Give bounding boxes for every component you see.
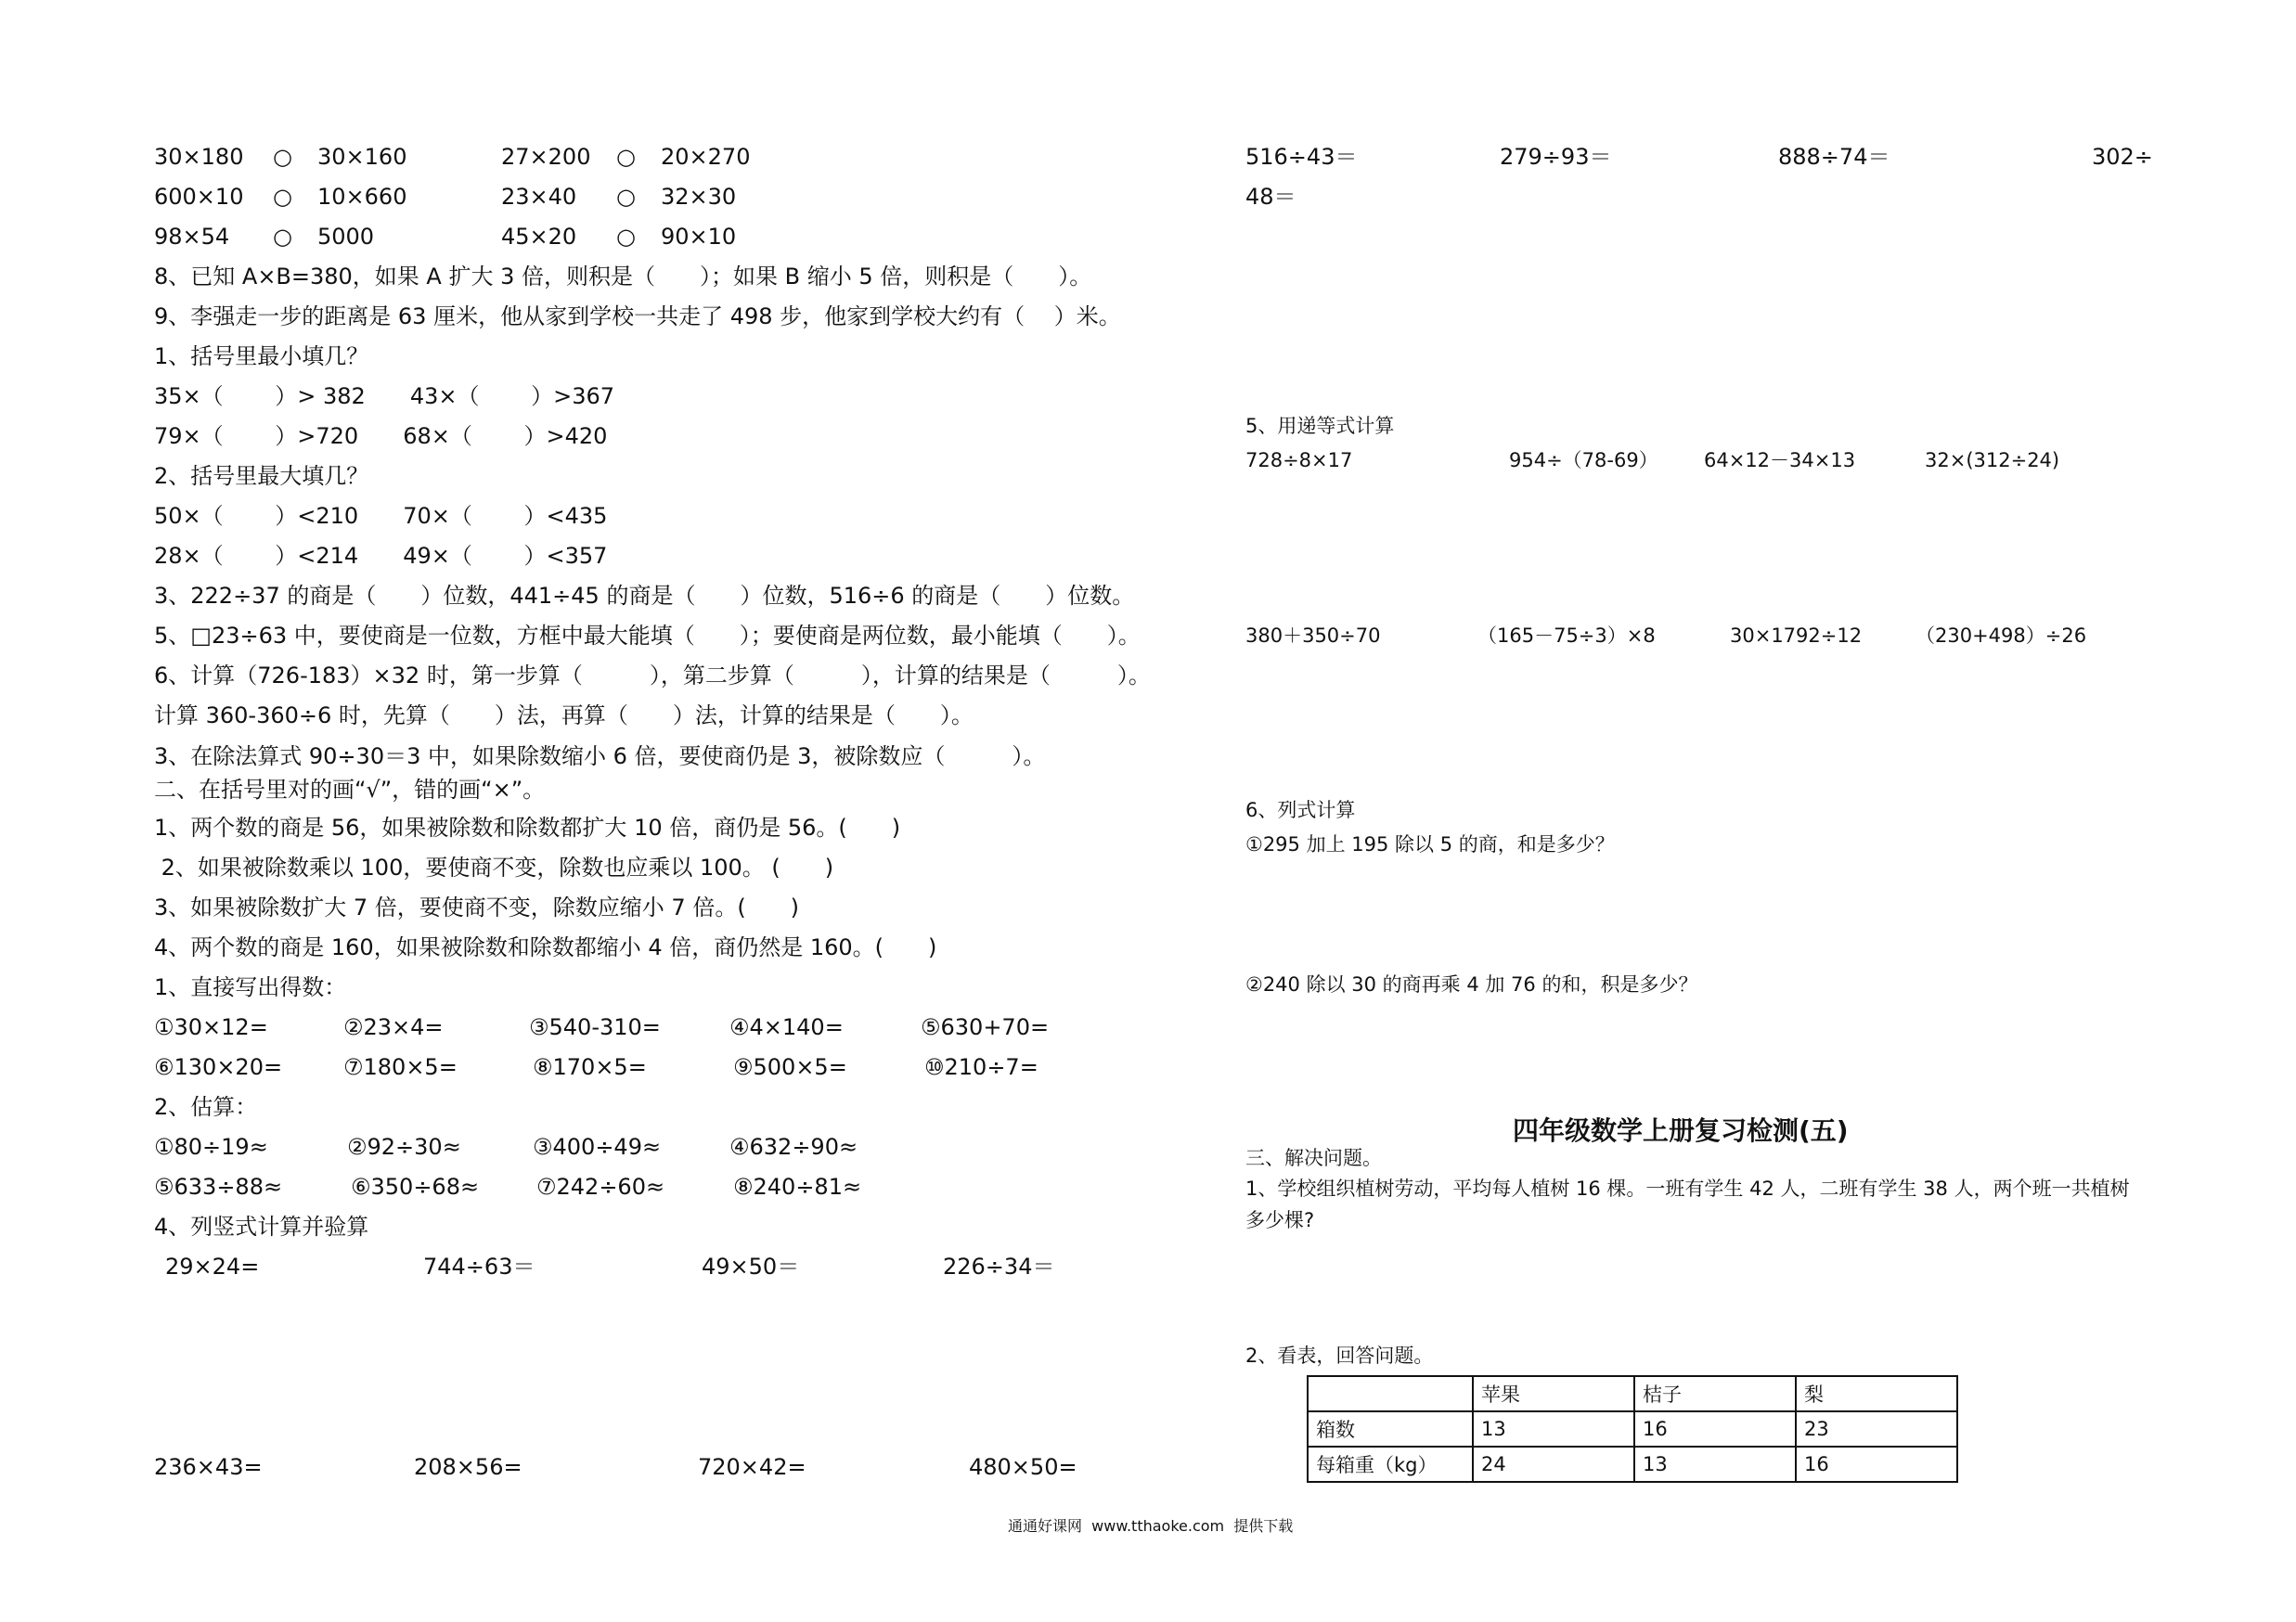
compare-row-1-b: 30×160 xyxy=(317,144,407,170)
step-item: 30×1792÷12 xyxy=(1730,624,1863,647)
table-cell: 16 xyxy=(1796,1447,1957,1482)
direct-item: ⑥130×20= xyxy=(154,1054,283,1080)
table-cell: 13 xyxy=(1634,1447,1796,1482)
table-cell: 箱数 xyxy=(1308,1411,1473,1447)
question-line: 9、李强走一步的距离是 63 厘米，他从家到学校一共走了 498 步，他家到学校大约有（ ）米。 xyxy=(154,303,1121,329)
table-header-cell xyxy=(1308,1376,1473,1411)
division-item: 302÷ xyxy=(2092,144,2153,170)
estimate-item: ⑧240÷81≈ xyxy=(733,1174,862,1200)
formula-question: ②240 除以 30 的商再乘 4 加 76 的和，积是多少？ xyxy=(1245,973,1698,996)
table-heading: 2、看表，回答问题。 xyxy=(1245,1345,1434,1367)
table-cell: 16 xyxy=(1634,1411,1796,1447)
question-line: 1、两个数的商是 56，如果被除数和除数都扩大 10 倍，商仍是 56。( ) xyxy=(154,815,901,841)
compare-row-1-c: 27×200 xyxy=(501,144,591,170)
compare-circle: ○ xyxy=(273,224,292,250)
direct-item: ②23×4= xyxy=(343,1014,444,1040)
question-line: 79×（ ）>720 68×（ ）>420 xyxy=(154,423,608,449)
solve-question-line: 多少棵? xyxy=(1245,1209,1315,1231)
table-cell: 13 xyxy=(1473,1411,1634,1447)
table-row xyxy=(1308,1447,1957,1482)
compare-row-3-c: 45×20 xyxy=(501,224,577,250)
compare-circle: ○ xyxy=(273,184,292,210)
table-header-cell: 苹果 xyxy=(1473,1376,1634,1411)
question-line: 计算 360-360÷6 时，先算（ ）法，再算（ ）法，计算的结果是（ ）。 xyxy=(154,702,974,728)
vertical-heading: 4、列竖式计算并验算 xyxy=(154,1214,369,1240)
compare-row-1-a: 30×180 xyxy=(154,144,244,170)
compare-circle: ○ xyxy=(616,224,636,250)
compare-row-2-d: 32×30 xyxy=(661,184,737,210)
table-cell: 24 xyxy=(1473,1447,1634,1482)
estimate-item: ⑥350÷68≈ xyxy=(351,1174,480,1200)
question-line: 5、□23÷63 中，要使商是一位数，方框中最大能填（ ）；要使商是两位数，最小能填（ ）。 xyxy=(154,623,1141,649)
question-line: 3、如果被除数扩大 7 倍，要使商不变，除数应缩小 7 倍。( ) xyxy=(154,895,800,920)
division-item: 279÷93＝ xyxy=(1500,144,1612,170)
direct-item: ⑤630+70= xyxy=(921,1014,1050,1040)
question-line: 35×（ ）> 382 43×（ ）>367 xyxy=(154,383,615,409)
direct-item: ⑨500×5= xyxy=(733,1054,847,1080)
question-line: 6、计算（726-183）×32 时，第一步算（ ），第二步算（ ），计算的结果是（ ）。 xyxy=(154,663,1151,689)
table-row xyxy=(1308,1411,1957,1447)
compare-row-3-a: 98×54 xyxy=(154,224,230,250)
estimate-item: ③400÷49≈ xyxy=(533,1134,662,1160)
estimate-item: ⑦242÷60≈ xyxy=(536,1174,665,1200)
compare-row-2-b: 10×660 xyxy=(317,184,407,210)
estimate-item: ⑤633÷88≈ xyxy=(154,1174,283,1200)
question-line: 28×（ ）<214 49×（ ）<357 xyxy=(154,543,608,569)
division-item-wrap: 48＝ xyxy=(1245,184,1296,210)
question-line: 2、括号里最大填几？ xyxy=(154,463,369,489)
compare-row-2-a: 600×10 xyxy=(154,184,244,210)
table-header-cell: 梨 xyxy=(1796,1376,1957,1411)
solve-heading: 三、解决问题。 xyxy=(1245,1147,1382,1169)
table-header-row xyxy=(1308,1376,1957,1411)
question-line: 8、已知 A×B=380，如果 A 扩大 3 倍，则积是（ ）；如果 B 缩小 5 倍，则积是（ ）。 xyxy=(154,264,1092,290)
question-line: 1、括号里最小填几？ xyxy=(154,343,369,369)
table-header-cell: 桔子 xyxy=(1634,1376,1796,1411)
direct-item: ④4×140= xyxy=(729,1014,844,1040)
step-item: 954÷（78-69） xyxy=(1509,449,1658,471)
formula-question: ①295 加上 195 除以 5 的商，和是多少？ xyxy=(1245,833,1615,856)
step-item: 64×12－34×13 xyxy=(1704,449,1856,471)
vertical-item: 49×50＝ xyxy=(702,1254,800,1280)
footer-source: 通通好课网 www.tthaoke.com 提供下载 xyxy=(1008,1517,1294,1535)
vertical-item: 236×43= xyxy=(154,1454,263,1480)
compare-row-3-b: 5000 xyxy=(317,224,375,250)
question-line: 2、如果被除数乘以 100，要使商不变，除数也应乘以 100。 ( ) xyxy=(154,855,834,881)
direct-item: ⑩210÷7= xyxy=(924,1054,1038,1080)
question-line: 3、222÷37 的商是（ ）位数，441÷45 的商是（ ）位数，516÷6 的商是（ ）位数。 xyxy=(154,583,1135,609)
direct-item: ⑧170×5= xyxy=(533,1054,647,1080)
step-item: 380＋350÷70 xyxy=(1245,624,1381,647)
estimate-item: ②92÷30≈ xyxy=(347,1134,461,1160)
question-line: 3、在除法算式 90÷30＝3 中，如果除数缩小 6 倍，要使商仍是 3，被除数应（ ）。 xyxy=(154,743,1046,769)
compare-row-2-c: 23×40 xyxy=(501,184,577,210)
compare-row-3-d: 90×10 xyxy=(661,224,737,250)
compare-row-1-d: 20×270 xyxy=(661,144,751,170)
division-item: 516÷43＝ xyxy=(1245,144,1358,170)
compare-circle: ○ xyxy=(616,144,636,170)
vertical-item: 744÷63＝ xyxy=(423,1254,535,1280)
vertical-item: 29×24= xyxy=(165,1254,260,1280)
step-item: （165－75÷3）×8 xyxy=(1477,624,1656,647)
page-title: 四年级数学上册复习检测(五) xyxy=(1513,1115,1849,1146)
table-cell: 每箱重（kg） xyxy=(1308,1447,1473,1482)
direct-item: ③540-310= xyxy=(529,1014,661,1040)
step-item: 728÷8×17 xyxy=(1245,449,1353,471)
vertical-item: 480×50= xyxy=(969,1454,1077,1480)
estimate-item: ①80÷19≈ xyxy=(154,1134,268,1160)
estimate-item: ④632÷90≈ xyxy=(729,1134,858,1160)
step-heading: 5、用递等式计算 xyxy=(1245,415,1395,437)
estimate-heading: 2、估算： xyxy=(154,1094,258,1120)
vertical-item: 208×56= xyxy=(414,1454,522,1480)
solve-question-line: 1、学校组织植树劳动，平均每人植树 16 棵。一班有学生 42 人，二班有学生 38 人，两个班一共植树 xyxy=(1245,1178,2130,1200)
question-line: 二、在括号里对的画“√”，错的画“×”。 xyxy=(154,777,546,803)
compare-circle: ○ xyxy=(273,144,292,170)
question-line: 4、两个数的商是 160，如果被除数和除数都缩小 4 倍，商仍然是 160。( ) xyxy=(154,934,937,960)
direct-item: ①30×12= xyxy=(154,1014,268,1040)
formula-heading: 6、列式计算 xyxy=(1245,799,1356,821)
compare-circle: ○ xyxy=(616,184,636,210)
vertical-item: 720×42= xyxy=(698,1454,806,1480)
question-line: 50×（ ）<210 70×（ ）<435 xyxy=(154,503,608,529)
division-item: 888÷74＝ xyxy=(1778,144,1890,170)
table-cell: 23 xyxy=(1796,1411,1957,1447)
question-line: 1、直接写出得数： xyxy=(154,974,347,1000)
step-item: （230+498）÷26 xyxy=(1915,624,2087,647)
vertical-item: 226÷34＝ xyxy=(943,1254,1055,1280)
direct-item: ⑦180×5= xyxy=(343,1054,458,1080)
fruit-table xyxy=(1307,1375,1958,1483)
step-item: 32×(312÷24) xyxy=(1925,449,2060,471)
